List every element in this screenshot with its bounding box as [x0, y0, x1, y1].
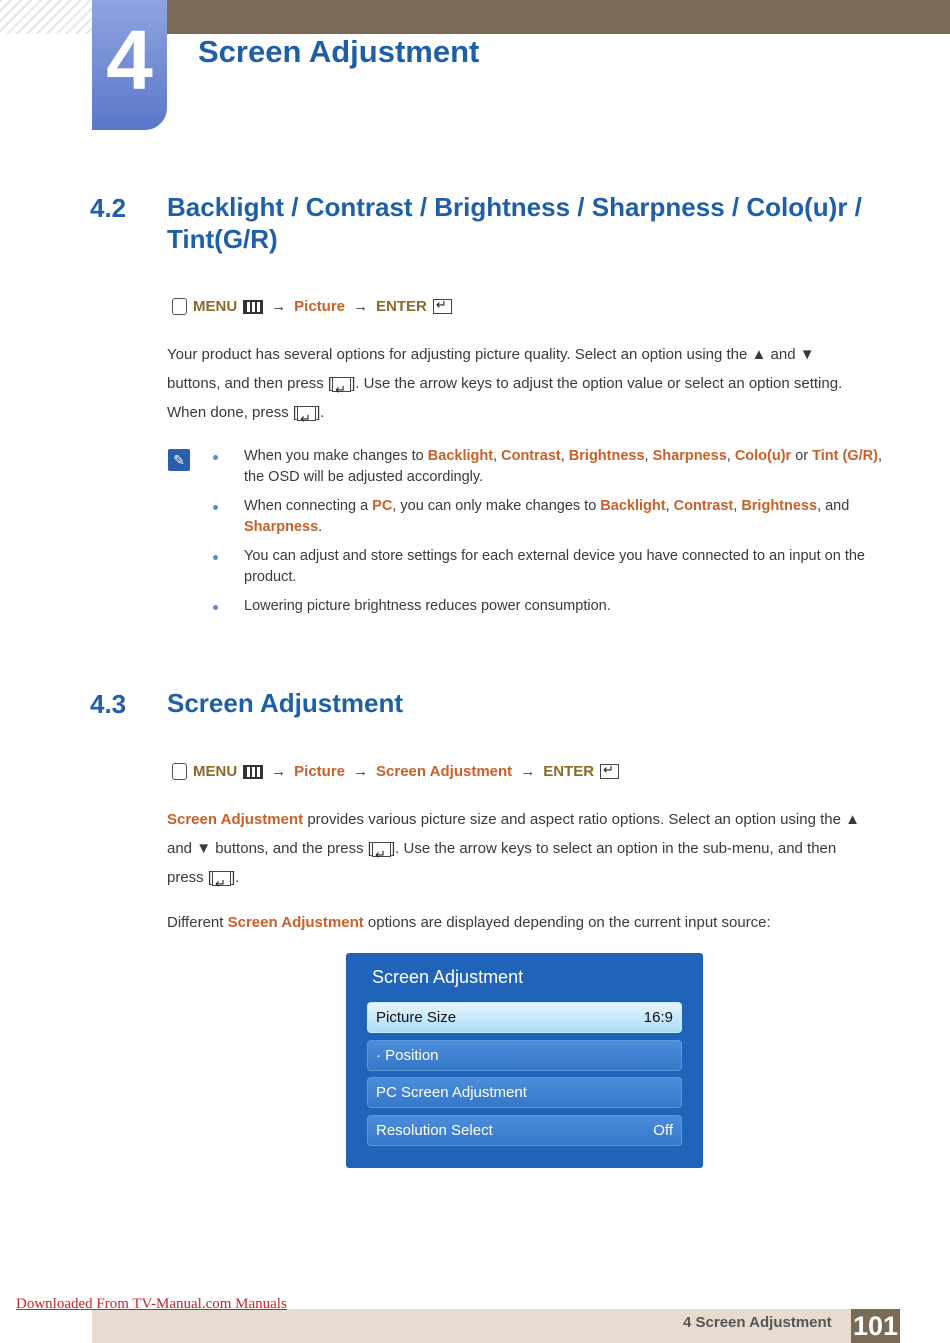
- enter-icon: [433, 299, 452, 314]
- section-4-3-number: 4.3: [90, 689, 127, 719]
- osd-item-position[interactable]: [367, 1040, 682, 1071]
- arrow: →: [271, 763, 287, 780]
- picture-label: Picture: [294, 763, 346, 780]
- para-line: Your product has several options for adjusting picture quality. Select an option using the ▲ and ▼: [167, 346, 815, 363]
- note-item: When connecting a PC, you can only make changes to Backlight, Contrast, Brightness, and Sharpness.: [213, 496, 883, 538]
- download-link[interactable]: Downloaded From TV-Manual.com Manuals: [16, 1296, 287, 1312]
- arrow: →: [353, 763, 369, 780]
- chapter-title: Screen Adjustment: [198, 34, 480, 69]
- enter-icon: [600, 764, 619, 779]
- notes-list: [213, 446, 883, 625]
- para-line: When done, press [↵ ].: [167, 398, 887, 427]
- screen-adjustment-paragraph: [167, 805, 887, 892]
- osd-item-value: 16:9: [643, 1009, 673, 1026]
- osd-item-label: · Position: [376, 1047, 439, 1064]
- picture-label: Picture: [294, 298, 346, 315]
- note-item: You can adjust and store settings for each external device you have connected to an input on the product.: [213, 546, 883, 588]
- hand-icon: [172, 298, 187, 315]
- menu-path-4-3: [172, 763, 619, 780]
- menu-icon: [243, 765, 263, 779]
- osd-item-label: PC Screen Adjustment: [376, 1084, 527, 1101]
- menu-path-4-2: [172, 298, 452, 315]
- enter-icon: [212, 871, 231, 886]
- menu-icon: [243, 300, 263, 314]
- osd-item-label: Resolution Select: [376, 1122, 493, 1139]
- header-hatch: [0, 0, 92, 34]
- hand-icon: [172, 763, 187, 780]
- section-4-2-number: 4.2: [90, 193, 127, 223]
- enter-label: ENTER: [543, 763, 595, 780]
- osd-item-pc-screen-adjustment[interactable]: [367, 1077, 682, 1108]
- menu-label: MENU: [193, 298, 238, 315]
- osd-item-value: Off: [653, 1122, 673, 1139]
- osd-title: Screen Adjustment: [372, 967, 524, 987]
- intro-paragraph: [167, 340, 887, 427]
- osd-screen-adjustment-menu: [346, 953, 703, 1168]
- section-4-3-title: Screen Adjustment: [167, 688, 403, 718]
- osd-item-resolution-select[interactable]: [367, 1115, 682, 1146]
- footer-chapter: 4 Screen Adjustment: [683, 1314, 832, 1331]
- enter-label: ENTER: [376, 298, 427, 315]
- arrow: →: [520, 763, 536, 780]
- enter-icon: [332, 377, 351, 392]
- para-line: and ▼ buttons, and the press [↵ ]. Use the arrow keys to select an option in the sub-menu, and then: [167, 834, 887, 863]
- enter-icon: [372, 842, 391, 857]
- osd-item-label: Picture Size: [376, 1009, 457, 1026]
- note-item: When you make changes to Backlight, Contrast, Brightness, Sharpness, Colo(u)r or Tint (G/R), the OSD will be adjusted accordingly.: [213, 446, 883, 488]
- chapter-number: 4: [92, 0, 167, 130]
- arrow: →: [271, 298, 287, 315]
- menu-label: MENU: [193, 763, 238, 780]
- note-icon: ✎: [168, 449, 190, 471]
- osd-item-picture-size[interactable]: [367, 1002, 682, 1033]
- screen-adjustment-label: Screen Adjustment: [376, 763, 513, 780]
- page-number: 101: [852, 1311, 899, 1341]
- section-4-2-title: Backlight / Contrast / Brightness / Sharpness / Colo(u)r / Tint(G/R): [167, 192, 862, 254]
- input-source-paragraph: Different Screen Adjustment options are displayed depending on the current input source:: [167, 914, 771, 931]
- arrow: →: [353, 298, 369, 315]
- para-line: Screen Adjustment provides various picture size and aspect ratio options. Select an option using the ▲: [167, 811, 860, 828]
- para-line: press [↵ ].: [167, 863, 887, 892]
- enter-icon: [297, 406, 316, 421]
- para-line: buttons, and then press [↵ ]. Use the arrow keys to adjust the option value or select an option setting.: [167, 369, 887, 398]
- note-item: Lowering picture brightness reduces power consumption.: [213, 596, 883, 617]
